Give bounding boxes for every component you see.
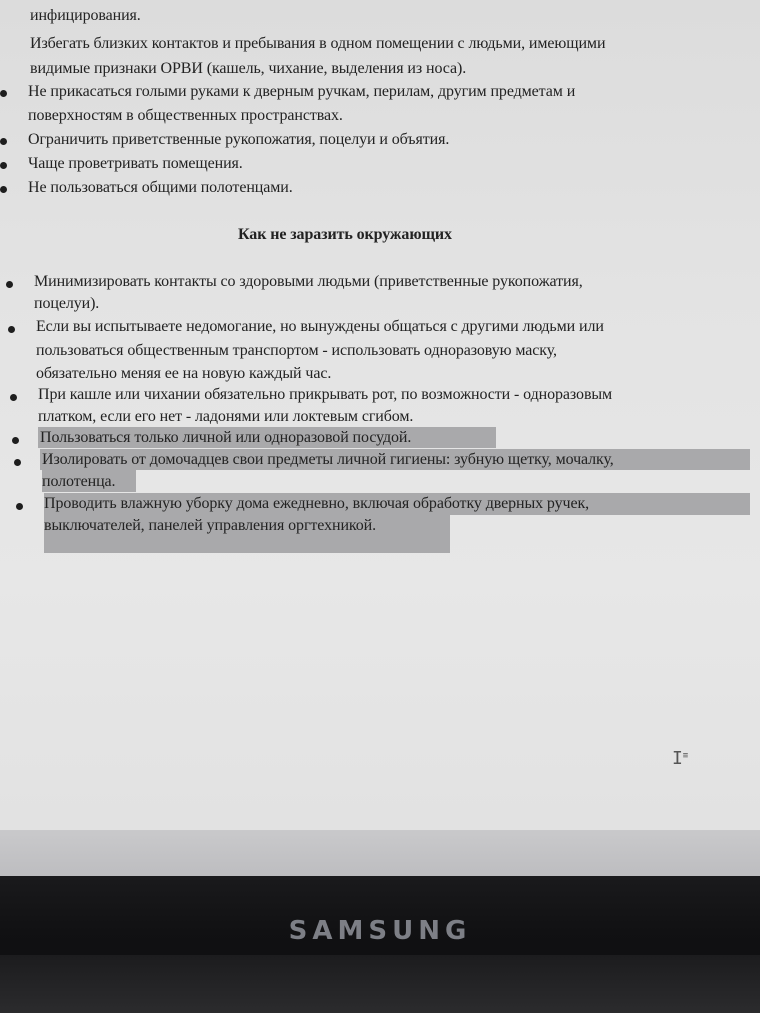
doc-line: Ограничить приветственные рукопожатия, поцелуи и объятия.: [28, 131, 450, 148]
section-heading: Как не заразить окружающих: [238, 226, 452, 243]
list-item-line: пользоваться общественным транспортом - использовать одноразовую маску,: [36, 342, 557, 359]
list-item-line: Пользоваться только личной или одноразовой посудой.: [40, 429, 412, 446]
doc-line: Избегать близких контактов и пребывания в одном помещении с людьми, имеющими: [30, 35, 606, 52]
doc-line: Не пользоваться общими полотенцами.: [28, 179, 293, 196]
list-item-line: Изолировать от домочадцев свои предметы личной гигиены: зубную щетку, мочалку,: [42, 451, 614, 468]
list-item-line: выключателей, панелей управления оргтехникой.: [44, 517, 377, 534]
doc-line: поверхностям в общественных пространствах.: [28, 107, 343, 124]
list-item-line: полотенца.: [42, 473, 116, 490]
bullet-icon: [0, 186, 7, 193]
bullet-icon: [0, 90, 7, 97]
bullet-icon: [0, 138, 7, 145]
list-item-line: Если вы испытываете недомогание, но вынуждены общаться с другими людьми или: [36, 318, 604, 335]
bullet-icon: [14, 459, 21, 466]
bullet-icon: [0, 162, 7, 169]
list-item-line: платком, если его нет - ладонями или локтевым сгибом.: [38, 408, 414, 425]
bullet-icon: [6, 281, 13, 288]
list-item-line: обязательно меняя ее на новую каждый час.: [36, 365, 332, 382]
doc-line: инфицирования.: [30, 7, 141, 24]
status-bar: [0, 830, 760, 876]
monitor-brand-logo: SAMSUNG: [288, 916, 472, 946]
doc-line: Не прикасаться голыми руками к дверным ручкам, перилам, другим предметам и: [28, 83, 576, 100]
bullet-icon: [8, 326, 15, 333]
list-item-line: поцелуи).: [34, 295, 100, 312]
bullet-icon: [16, 503, 23, 510]
doc-line: Чаще проветривать помещения.: [28, 155, 243, 172]
list-item-line: Проводить влажную уборку дома ежедневно, включая обработку дверных ручек,: [44, 495, 590, 512]
monitor-stand: [0, 955, 760, 1013]
list-item-line: При кашле или чихании обязательно прикрывать рот, по возможности - одноразовым: [38, 386, 613, 403]
bullet-icon: [12, 437, 19, 444]
doc-line: видимые признаки ОРВИ (кашель, чихание, выделения из носа).: [30, 60, 467, 77]
bullet-icon: [10, 394, 17, 401]
text-ibeam-icon: I≡: [672, 748, 689, 769]
list-item-line: Минимизировать контакты со здоровыми людьми (приветственные рукопожатия,: [34, 273, 583, 290]
